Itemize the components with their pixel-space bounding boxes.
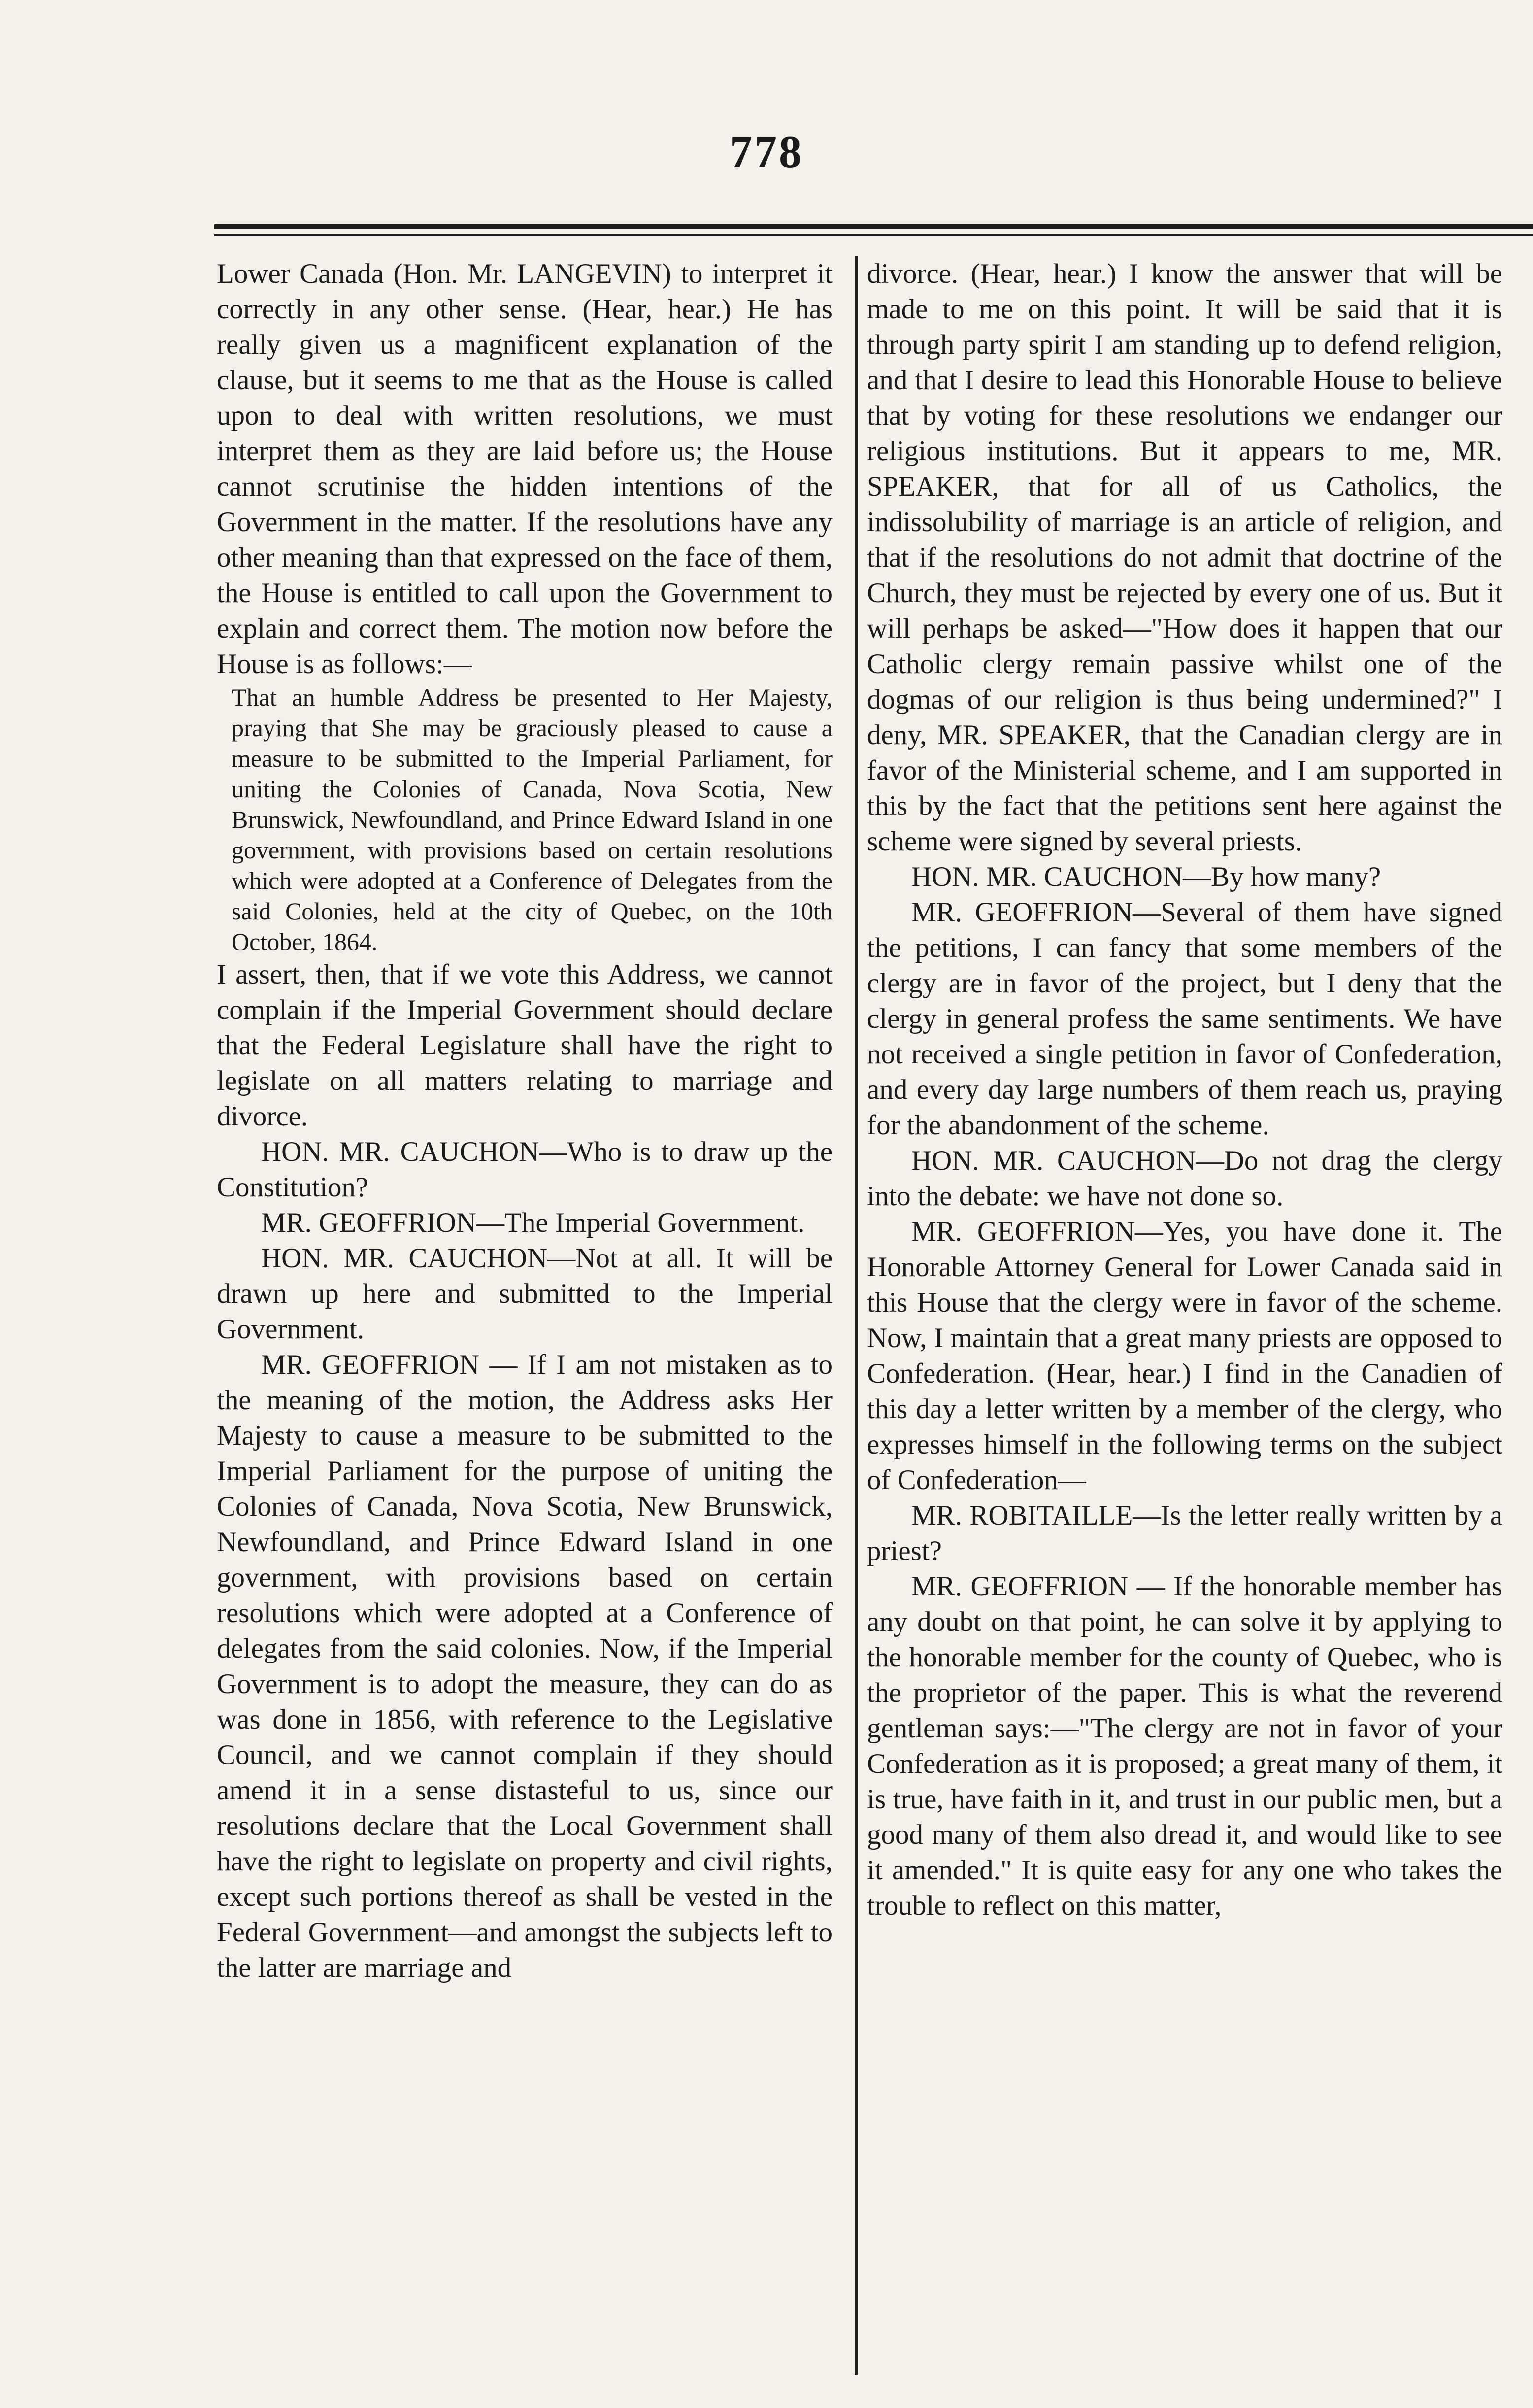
- paragraph: MR. ROBITAILLE—Is the letter really written by a priest?: [867, 1500, 1502, 1566]
- paragraph: I assert, then, that if we vote this Address, we cannot complain if the Imperial Government should declare that the Federal Legislature shall have the right to legislate on all matters relating to marriage and divorce.: [217, 959, 833, 1132]
- paragraph: HON. MR. CAUCHON—Do not drag the clergy into the debate: we have not done so.: [867, 1145, 1502, 1212]
- quoted-motion: That an humble Address be presented to Her Majesty, praying that She may be graciously pleased to cause a measure to be submitted to the Imperial Parliament, for uniting the Colonies of Canada, Nova Scotia, New Brunswick, Newfoundland, and Prince Edward Island in one government, with provisions based on certain resolutions which were adopted at a Conference of Delegates from the said Colonies, held at the city of Quebec, on the 10th October, 1864.: [232, 683, 833, 955]
- paragraph: Lower Canada (Hon. Mr. LANGEVIN) to interpret it correctly in any other sense. (Hear, hear.) He has really given us a magnificent explanation of the clause, but it seems to me that as the House is called upon to deal with written resolutions, we must interpret them as they are laid before us; the House cannot scrutinise the hidden intentions of the Government in the matter. If the resolutions have any other meaning than that expressed on the face of them, the House is entitled to call upon the Government to explain and correct them. The motion now before the House is as follows:—: [217, 258, 833, 679]
- page-number: 778: [730, 127, 803, 177]
- header-rule-thin: [214, 234, 1533, 236]
- paragraph: MR. GEOFFRION — If I am not mistaken as to the meaning of the motion, the Address asks Her Majesty to cause a measure to be submitted to the Imperial Parliament for the purpose of uniting the Colonies of Canada, Nova Scotia, New Brunswick, Newfoundland, and Prince Edward Island in one government, with provisions based on certain resolutions which were adopted at a Conference of delegates from the said colonies. Now, if the Imperial Government is to adopt the measure, they can do as was done in 1856, with reference to the Legislative Council, and we cannot complain if they should amend it in a sense distasteful to us, since our resolutions declare that the Local Government shall have the right to legislate on property and civil rights, except such portions thereof as shall be vested in the Federal Government—and amongst the subjects left to the latter are marriage and: [217, 1349, 833, 1983]
- paragraph: MR. GEOFFRION—Several of them have signed the petitions, I can fancy that some members of the clergy are in favor of the project, but I deny that the clergy in general profess the same sentiments. We have not received a single petition in favor of Confederation, and every day large numbers of them reach us, praying for the abandonment of the scheme.: [867, 897, 1502, 1141]
- paragraph: HON. MR. CAUCHON—Who is to draw up the Constitution?: [217, 1136, 833, 1203]
- left-column: [217, 256, 833, 1986]
- paragraph: MR. GEOFFRION — If the honorable member has any doubt on that point, he can solve it by applying to the honorable member for the county of Quebec, who is the proprietor of the paper. This is what the reverend gentleman says:—"The clergy are not in favor of your Confederation as it is proposed; a great many of them, it is true, have faith in it, and trust in our public men, but a good many of them also dread it, and would like to see it amended." It is quite easy for any one who takes the trouble to reflect on this matter,: [867, 1571, 1502, 1921]
- paragraph: HON. MR. CAUCHON—By how many?: [911, 861, 1381, 892]
- header-rule: [214, 224, 1533, 229]
- paragraph: MR. GEOFFRION—Yes, you have done it. The Honorable Attorney General for Lower Canada said in this House that the clergy were in favor of the scheme. Now, I maintain that a great many priests are opposed to Confederation. (Hear, hear.) I find in the Canadien of this day a letter written by a member of the clergy, who expresses himself in the following terms on the subject of Confederation—: [867, 1216, 1502, 1495]
- column-divider: [855, 256, 858, 2375]
- paragraph: MR. GEOFFRION—The Imperial Government.: [261, 1207, 805, 1238]
- right-column: [867, 256, 1502, 1924]
- paragraph: HON. MR. CAUCHON—Not at all. It will be drawn up here and submitted to the Imperial Government.: [217, 1243, 833, 1345]
- paragraph: divorce. (Hear, hear.) I know the answer that will be made to me on this point. It will be said that it is through party spirit I am standing up to defend religion, and that I desire to lead this Honorable House to believe that by voting for these resolutions we endanger our religious institutions. But it appears to me, MR. SPEAKER, that for all of us Catholics, the indissolubility of marriage is an article of religion, and that if the resolutions do not admit that doctrine of the Church, they must be rejected by every one of us. But it will perhaps be asked—"How does it happen that our Catholic clergy remain passive whilst one of the dogmas of our religion is thus being undermined?" I deny, MR. SPEAKER, that the Canadian clergy are in favor of the Ministerial scheme, and I am supported in this by the fact that the petitions sent here against the scheme were signed by several priests.: [867, 258, 1502, 857]
